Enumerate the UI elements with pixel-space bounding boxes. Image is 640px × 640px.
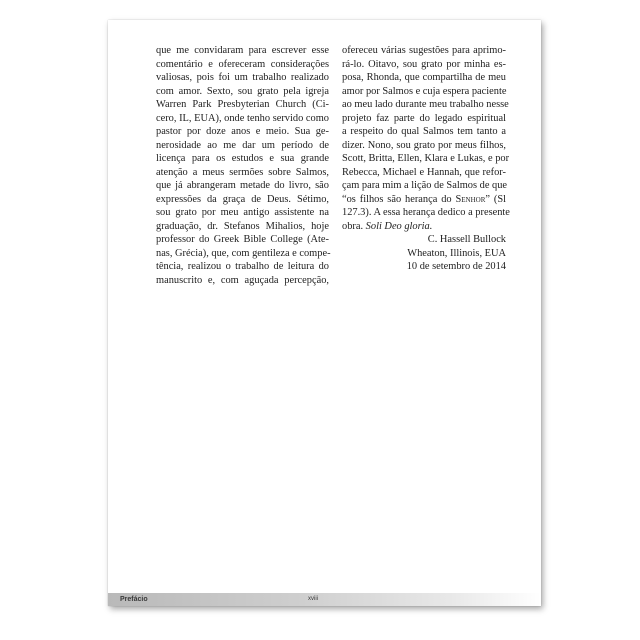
text-line: professor do Greek Bible College (Ate- xyxy=(156,234,329,245)
final-line xyxy=(342,220,506,234)
text-line: projeto faz parte do legado espiritual xyxy=(342,112,506,124)
left-text-column xyxy=(156,44,329,287)
text-line: que já abrangeram metade do livro, são xyxy=(156,180,329,191)
quote-text-after: ” (Sl xyxy=(485,193,506,205)
text-line: posa, Rhonda, que compartilha de meu xyxy=(342,72,506,83)
text-line: ao meu lado durante meu trabalho nesse xyxy=(342,99,509,110)
text-line: amor por Salmos e cuja espera paciente xyxy=(342,85,507,97)
text-line: atenção a meus sermões sobre Salmos, xyxy=(156,166,329,178)
text-line: sou grato por meu antigo assistente na xyxy=(156,207,329,218)
right-text-column xyxy=(342,44,510,274)
signature-place: Wheaton, Illinois, EUA xyxy=(407,247,506,259)
text-line: cero, IL, EUA), onde tenho servido como xyxy=(156,112,329,124)
book-page xyxy=(108,20,541,606)
text-line: Scott, Britta, Ellen, Klara e Lukas, e por xyxy=(342,153,510,164)
quote-line xyxy=(342,193,506,207)
text-line: que me convidaram para escrever esse xyxy=(156,45,329,56)
signature-name: C. Hassell Bullock xyxy=(427,234,506,245)
text-line: nerosidade ao me dar um período de xyxy=(156,139,329,151)
text-line: valiosas, pois foi um trabalho realizado xyxy=(156,72,329,83)
text-line: nas, Grécia), que, com gentileza e compe- xyxy=(156,247,331,259)
text-line: a respeito do qual Salmos tem tanto a xyxy=(342,126,506,137)
latin-dedication: Soli Deo gloria. xyxy=(365,220,433,232)
signature-date: 10 de setembro de 2014 xyxy=(406,261,506,272)
quote-text-before: “os filhos são herança do xyxy=(342,193,456,205)
text-line: dizer. Nono, sou grato por meus filhos, xyxy=(342,139,506,151)
text-line: pastor por doze anos e meio. Sua ge- xyxy=(156,126,329,137)
text-line: çam para mim a lição de Salmos de que xyxy=(342,180,508,191)
text-line: graduação, dr. Stefanos Mihalios, hoje xyxy=(156,220,329,232)
text-line: licença para os estudos e sua grande xyxy=(156,153,329,164)
text-line: 127.3). A essa herança dedico a presente xyxy=(342,207,510,218)
final-text: obra. xyxy=(342,220,366,232)
text-line: ofereceu várias sugestões para aprimo- xyxy=(342,45,506,56)
footer-section-title: Prefácio xyxy=(120,596,148,603)
page-footer xyxy=(108,593,541,606)
text-line: com amor. Sexto, sou grato pela igreja xyxy=(156,85,329,97)
text-line: rá-lo. Oitavo, sou grato por minha es- xyxy=(342,58,506,70)
small-caps-lord: Senhor xyxy=(455,193,486,205)
page-number: xviii xyxy=(308,596,318,602)
text-line: expressões da graça de Deus. Sétimo, xyxy=(156,193,329,205)
text-line: Warren Park Presbyterian Church (Ci- xyxy=(156,99,329,110)
text-line: manuscrito e, com aguçada percepção, xyxy=(156,274,329,286)
text-line: Rebecca, Michael e Hannah, que refor- xyxy=(342,166,506,178)
text-line: comentário e ofereceram considerações xyxy=(156,58,329,70)
text-line: tência, realizou o trabalho de leitura do xyxy=(156,261,329,272)
